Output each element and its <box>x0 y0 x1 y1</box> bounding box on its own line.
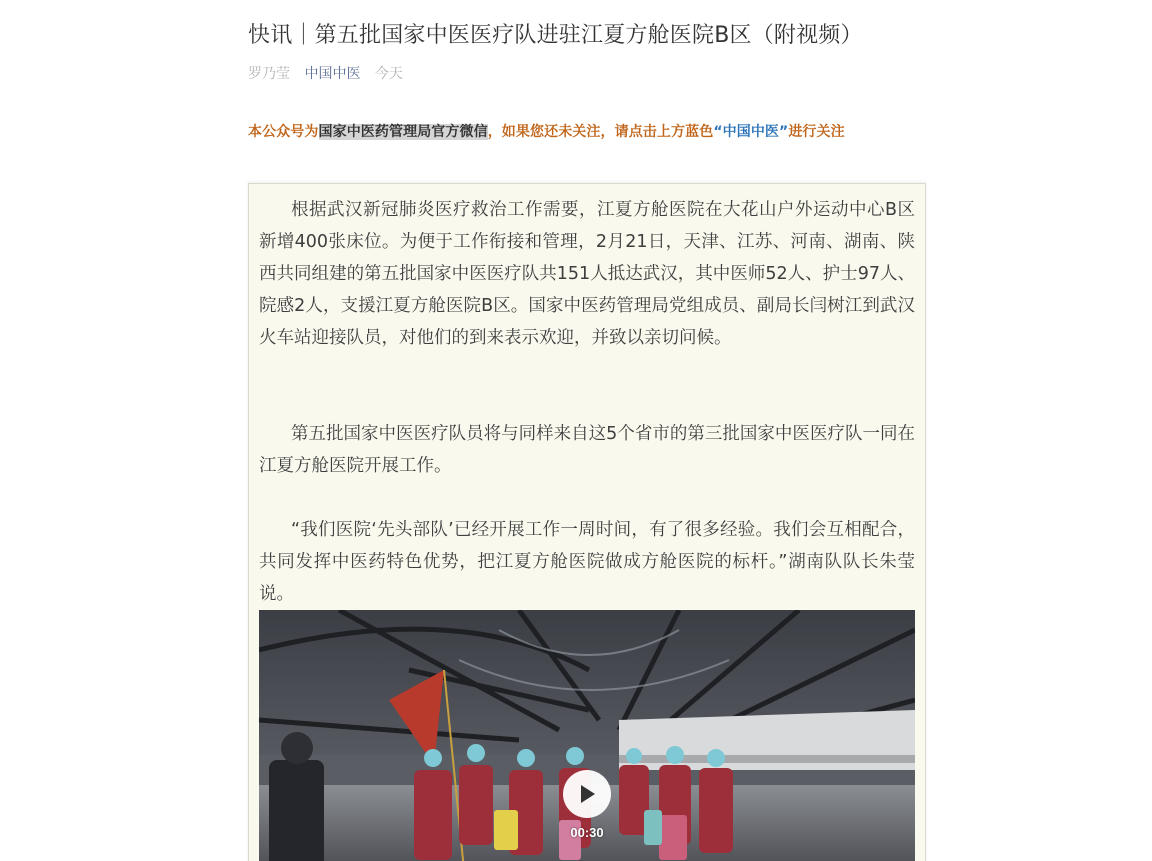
account-link[interactable]: 中国中医 <box>304 66 361 82</box>
paragraph-2: 第五批国家中医医疗队员将与同样来自这5个省市的第三批国家中医医疗队一同在江夏方舱医院开展工作。 <box>259 424 915 476</box>
follow-notice <box>248 121 845 143</box>
content-box <box>248 183 926 861</box>
notice-middle: ，如果您还未关注，请点击上方蓝色 <box>487 124 714 140</box>
article-meta <box>248 64 413 84</box>
video-player[interactable] <box>259 610 915 861</box>
notice-prefix: 本公众号为 <box>248 124 319 140</box>
paragraph-1: 根据武汉新冠肺炎医疗救治工作需要，江夏方舱医院在大花山户外运动中心B区新增400张床位。为便于工作衔接和管理，2月21日，天津、江苏、河南、湖南、陕西共同组建的第五批国家中医医疗队共151人抵达武汉，其中医师52人、护士97人、院感2人，支援江夏方舱医院B区。国家中医药管理局党组成员、副局长闫树江到武汉火车站迎接队员，对他们的到来表示欢迎，并致以亲切问候。 <box>259 200 915 348</box>
author: 罗乃莹 <box>248 66 290 82</box>
notice-highlight: 国家中医药管理局官方微信 <box>318 124 488 140</box>
notice-suffix: 进行关注 <box>788 124 845 140</box>
video-thumbnail <box>259 610 915 861</box>
video-duration: 00:30 <box>570 825 604 840</box>
paragraph-3: “我们医院‘先头部队’已经开展工作一周时间，有了很多经验。我们会互相配合，共同发挥中医药特色优势，把江夏方舱医院做成方舱医院的标杆。”湖南队队长朱莹说。 <box>259 520 915 604</box>
play-button[interactable] <box>563 770 611 818</box>
play-icon <box>577 783 597 805</box>
publish-date: 今天 <box>374 66 403 82</box>
article-title: 快讯｜第五批国家中医医疗队进驻江夏方舱医院B区（附视频） <box>248 23 863 48</box>
notice-account-link[interactable]: “中国中医” <box>713 124 789 140</box>
